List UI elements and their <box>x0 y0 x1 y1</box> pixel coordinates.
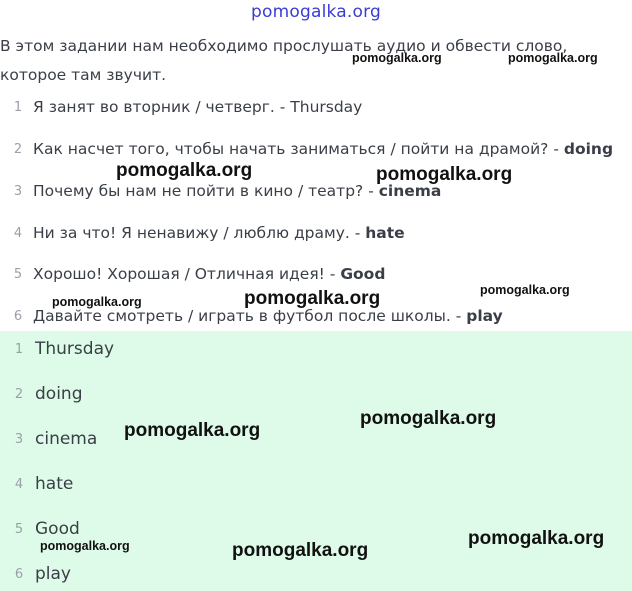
watermark: pomogalka.org <box>468 528 605 549</box>
answer-number: 6 <box>14 566 24 582</box>
question-number: 3 <box>13 183 23 199</box>
answer-text: Good <box>35 519 80 539</box>
answer-text: Thursday <box>35 339 115 359</box>
question-text: Как насчет того, чтобы начать заниматься / пойти на драмой? - doing <box>33 140 614 158</box>
question-row <box>0 92 632 122</box>
answer-number: 2 <box>14 386 24 402</box>
question-number: 4 <box>13 225 23 241</box>
question-text: Почему бы нам не пойти в кино / театр? - cinema <box>33 182 442 200</box>
answer-text: play <box>35 564 71 584</box>
question-answer: cinema <box>378 182 442 200</box>
watermark: pomogalka.org <box>360 408 497 429</box>
question-answer: Good <box>340 265 386 283</box>
question-answer: doing <box>563 140 614 158</box>
question-row <box>0 176 632 206</box>
answer-number: 5 <box>14 521 24 537</box>
question-text: Ни за что! Я ненавижу / люблю драму. - hate <box>33 224 405 242</box>
watermark: pomogalka.org <box>40 539 130 553</box>
site-header-watermark: pomogalka.org <box>251 2 381 22</box>
answer-row <box>0 559 632 589</box>
answer-number: 4 <box>14 476 24 492</box>
answer-text: doing <box>35 384 83 404</box>
watermark: pomogalka.org <box>52 295 142 309</box>
watermark: pomogalka.org <box>508 51 598 65</box>
answer-text: hate <box>35 474 74 494</box>
answer-row <box>0 424 632 454</box>
question-number: 5 <box>13 266 23 282</box>
watermark: pomogalka.org <box>352 51 442 65</box>
watermark: pomogalka.org <box>232 540 369 561</box>
question-number: 2 <box>13 141 23 157</box>
answer-row <box>0 469 632 499</box>
answer-number: 1 <box>14 341 24 357</box>
question-text: Давайте смотреть / играть в футбол после школы. - play <box>33 307 503 325</box>
question-row <box>0 134 632 164</box>
watermark: pomogalka.org <box>116 160 253 181</box>
question-row <box>0 218 632 248</box>
question-number: 1 <box>13 99 23 115</box>
watermark: pomogalka.org <box>376 164 513 185</box>
answer-number: 3 <box>14 431 24 447</box>
watermark: pomogalka.org <box>480 283 570 297</box>
question-answer: hate <box>365 224 405 242</box>
answer-row <box>0 379 632 409</box>
question-answer: play <box>466 307 503 325</box>
question-text: Хорошо! Хорошая / Отличная идея! - Good <box>33 265 386 283</box>
answer-row <box>0 334 632 364</box>
question-answer: Thursday <box>290 98 363 116</box>
task-instructions: В этом задании нам необходимо прослушать аудио и обвести слово, которое там звучит. <box>0 37 568 84</box>
watermark: pomogalka.org <box>244 288 381 309</box>
question-number: 6 <box>13 308 23 324</box>
question-text: Я занят во вторник / четверг. - Thursday <box>33 98 363 116</box>
watermark: pomogalka.org <box>124 420 261 441</box>
answer-text: cinema <box>35 429 98 449</box>
